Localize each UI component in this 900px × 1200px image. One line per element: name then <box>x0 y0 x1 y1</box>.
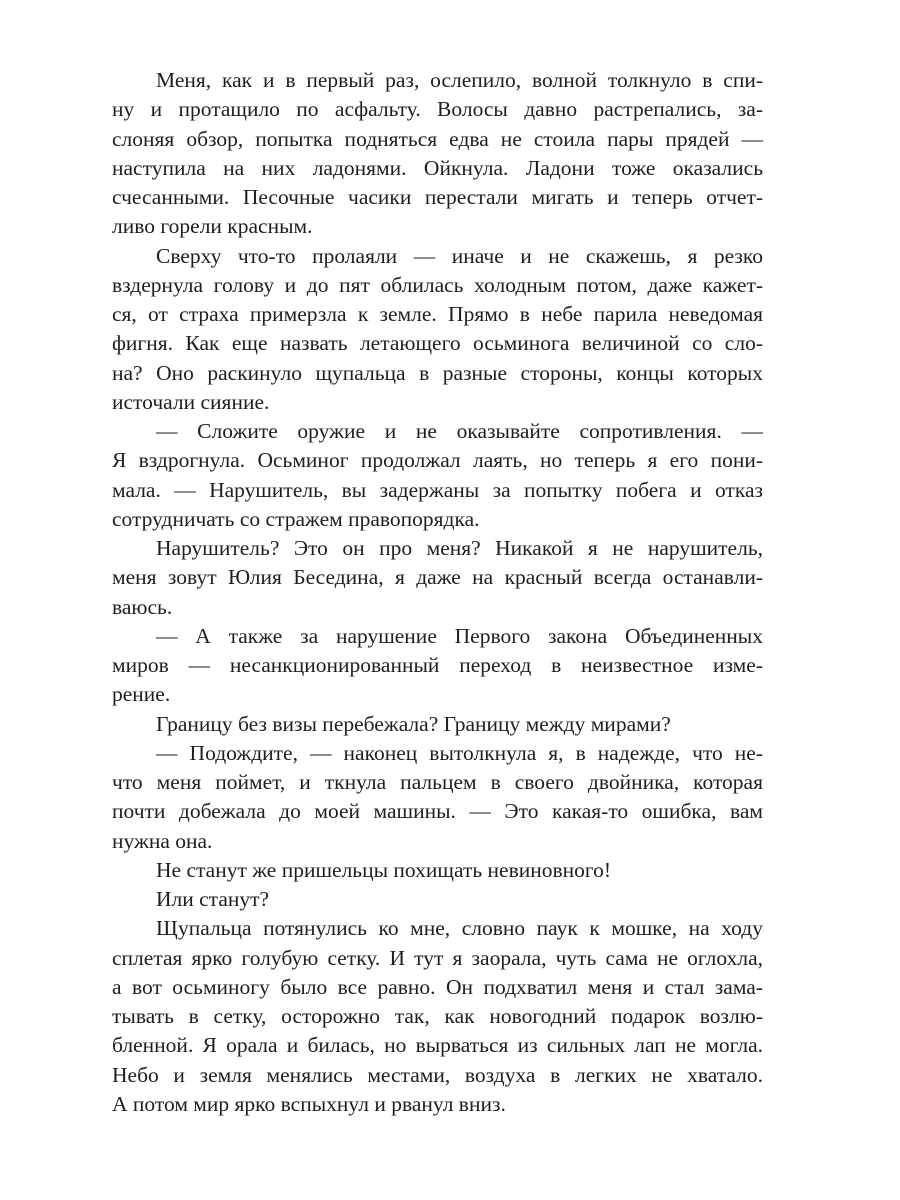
text-line: сплетая ярко голубую сетку. И тут я заорала, чуть сама не оглохла, <box>112 945 763 970</box>
text-line: ваюсь. <box>112 594 173 619</box>
text-line: Небо и земля менялись местами, воздуха в легких не хватало. <box>112 1062 763 1087</box>
text-line: мала. — Нарушитель, вы задержаны за попытку побега и отказ <box>112 477 763 502</box>
text-line: ливо горели красным. <box>112 214 313 239</box>
text-line: Границу без визы перебежала? Границу между мирами? <box>156 711 671 736</box>
text-line: миров — несанкционированный переход в неизвестное изме- <box>112 653 763 677</box>
text-line: счесанными. Песочные часики перестали мигать и теперь отчет- <box>112 185 763 209</box>
text-line: ся, от страха примерзла к земле. Прямо в небе парила неведомая <box>112 302 763 326</box>
text-line: рение. <box>112 682 171 707</box>
body-text <box>112 66 763 1119</box>
text-line: Я вздрогнула. Осьминог продолжал лаять, но теперь я его пони- <box>112 448 763 473</box>
text-line: сотрудничать со стражем правопорядка. <box>112 506 480 531</box>
text-line: тывать в сетку, осторожно так, как новогодний подарок возлю- <box>112 1004 763 1028</box>
text-line: фигня. Как еще назвать летающего осьминога величиной со сло- <box>112 331 763 356</box>
text-line: а вот осьминогу было все равно. Он подхватил меня и стал зама- <box>112 974 763 999</box>
text-line: что меня поймет, и ткнула пальцем в своего двойника, которая <box>112 770 763 794</box>
text-line: Или станут? <box>156 887 270 911</box>
text-line: — Подождите, — наконец вытолкнула я, в надежде, что не- <box>156 740 763 765</box>
text-line: А потом мир ярко вспыхнул и рванул вниз. <box>112 1091 506 1116</box>
text-line: бленной. Я орала и билась, но вырваться из сильных лап не могла. <box>112 1033 763 1058</box>
text-line: источали сияние. <box>112 389 270 414</box>
text-line: Сверху что-то пролаяли — иначе и не скажешь, я резко <box>156 243 763 268</box>
text-line: — А также за нарушение Первого закона Объединенных <box>156 623 763 648</box>
text-line: слоняя обзор, попытка подняться едва не стоила пары прядей — <box>112 126 763 151</box>
text-line: Не станут же пришельцы похищать невиновного! <box>156 857 612 882</box>
text-line: почти добежала до моей машины. — Это какая-то ошибка, вам <box>112 799 763 824</box>
text-line: Меня, как и в первый раз, ослепило, волной толкнуло в спи- <box>156 68 763 92</box>
text-line: Щупальца потянулись ко мне, словно паук к мошке, на ходу <box>156 916 763 941</box>
text-line: — Сложите оружие и не оказывайте сопротивления. — <box>156 419 763 443</box>
text-line: наступила на них ладонями. Ойкнула. Ладони тоже оказались <box>112 155 763 180</box>
text-line: Нарушитель? Это он про меня? Никакой я не нарушитель, <box>156 536 763 560</box>
text-line: ну и протащило по асфальту. Волосы давно растрепались, за- <box>112 97 763 122</box>
text-line: меня зовут Юлия Беседина, я даже на красный всегда останавли- <box>112 565 763 590</box>
text-line: на? Оно раскинуло щупальца в разные стороны, концы которых <box>112 360 763 385</box>
text-line: нужна она. <box>112 828 213 853</box>
text-line: вздернула голову и до пят облилась холодным потом, даже кажет- <box>112 272 763 297</box>
